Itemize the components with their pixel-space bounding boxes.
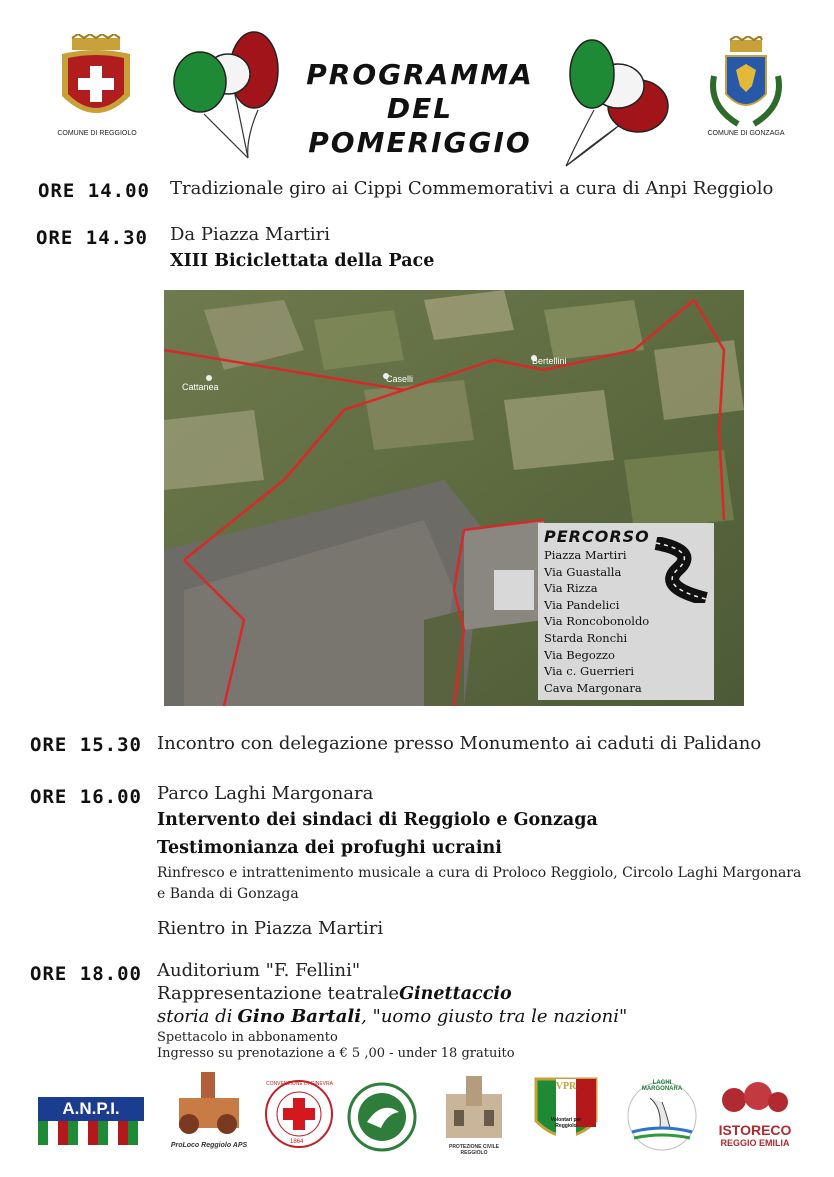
event-18-00-story <box>157 1006 627 1027</box>
story-name: Gino Bartali <box>237 1006 362 1027</box>
red-cross-year: 1864 <box>290 1139 304 1145</box>
route-stop: Via Roncobonoldo <box>544 614 650 629</box>
route-stop: Via Rizza <box>544 581 598 596</box>
refreshments-line-1: Rinfresco e intrattenimento musicale a cura di Proloco Reggiolo, Circolo Laghi Margonara <box>157 865 802 881</box>
event-18-00-show <box>157 983 512 1004</box>
vpr-letters: VPR <box>555 1081 577 1092</box>
event-16-00-refreshments <box>157 863 807 905</box>
vpr-logo <box>534 1077 598 1151</box>
event-14-00: Tradizionale giro ai Cippi Commemorativi a cura di Anpi Reggiolo <box>170 178 774 199</box>
event-16-00-return: Rientro in Piazza Martiri <box>157 918 384 939</box>
map-label-caselli: Caselli <box>386 374 414 384</box>
route-stop: Cava Margonara <box>544 680 642 695</box>
story-label: storia di <box>157 1006 233 1027</box>
map-label-cattanea: Cattanea <box>182 382 219 392</box>
laghi-margonara-logo <box>622 1078 702 1152</box>
event-16-00-mayors: Intervento dei sindaci di Reggiolo e Gonzaga <box>157 810 598 830</box>
istoreco-line2: REGGIO EMILIA <box>720 1138 790 1148</box>
title-line-1: PROGRAMMA <box>306 58 534 91</box>
time-14-30: ORE 14.30 <box>36 227 148 249</box>
proloco-logo <box>165 1068 253 1154</box>
left-crest-caption: COMUNE DI REGGIOLO <box>57 130 137 137</box>
route-stop: Via Guastalla <box>544 564 622 579</box>
red-cross-text: CONVENZIONE DI GINEVRA <box>266 1081 333 1087</box>
protezione-civile-caption: PROTEZIONE CIVILE REGGIOLO <box>448 1144 499 1156</box>
map-label-bertellini: Bertellini <box>532 356 567 366</box>
time-18-00: ORE 18.00 <box>30 963 142 985</box>
anpi-logo <box>38 1097 144 1145</box>
route-title: PERCORSO <box>544 527 650 546</box>
red-cross-logo <box>264 1079 334 1149</box>
event-16-00-location: Parco Laghi Margonara <box>157 783 374 804</box>
time-16-00: ORE 16.00 <box>30 786 142 808</box>
event-14-30-title: XIII Biciclettata della Pace <box>170 251 435 271</box>
page-title <box>290 58 550 160</box>
istoreco-logo <box>714 1080 796 1150</box>
right-crest-caption: COMUNE DI GONZAGA <box>707 130 785 137</box>
vpr-text: Volontari per Reggiolo <box>550 1117 582 1129</box>
event-18-00-booking: Ingresso su prenotazione a € 5 ,00 - under 18 gratuito <box>157 1046 515 1061</box>
event-15-30: Incontro con delegazione presso Monumento ai caduti di Palidano <box>157 733 762 754</box>
time-15-30: ORE 15.30 <box>30 734 142 756</box>
show-title: Ginettaccio <box>399 984 512 1004</box>
protezione-civile-logo <box>436 1074 512 1154</box>
road-icon <box>648 537 712 603</box>
story-tagline: , "uomo giusto tra le nazioni" <box>361 1006 628 1027</box>
route-stop: Via c. Guerrieri <box>544 664 635 679</box>
refreshments-line-2: e Banda di Gonzaga <box>157 886 299 902</box>
route-stop: Via Begozzo <box>544 647 615 662</box>
event-16-00-refugees: Testimonianza dei profughi ucraini <box>157 838 502 858</box>
event-14-30-location: Da Piazza Martiri <box>170 224 331 245</box>
anpi-text: A.N.P.I. <box>38 1097 144 1121</box>
balloons-left-icon <box>168 28 283 160</box>
balloons-right-icon <box>558 30 678 168</box>
laghi-text: LAGHI MARGONARA <box>641 1080 683 1092</box>
route-stop: Via Pandelici <box>544 597 620 612</box>
route-stop: Piazza Martiri <box>544 548 627 562</box>
route-box <box>538 523 714 700</box>
time-14-00: ORE 14.00 <box>38 180 150 202</box>
title-line-2: DEL POMERIGGIO <box>308 92 532 159</box>
proloco-caption: ProLoco Reggiolo APS <box>170 1142 248 1149</box>
istoreco-line1: ISTORECO <box>718 1122 792 1138</box>
event-18-00-subscription: Spettacolo in abbonamento <box>157 1030 338 1045</box>
show-label: Rappresentazione teatrale <box>157 983 400 1004</box>
route-stop: Starda Ronchi <box>544 630 628 645</box>
event-18-00-venue: Auditorium "F. Fellini" <box>157 960 361 981</box>
gonzaga-crest <box>708 36 784 128</box>
reggiolo-crest <box>58 34 134 130</box>
route-list <box>544 547 649 696</box>
circle-green-logo <box>347 1082 417 1152</box>
